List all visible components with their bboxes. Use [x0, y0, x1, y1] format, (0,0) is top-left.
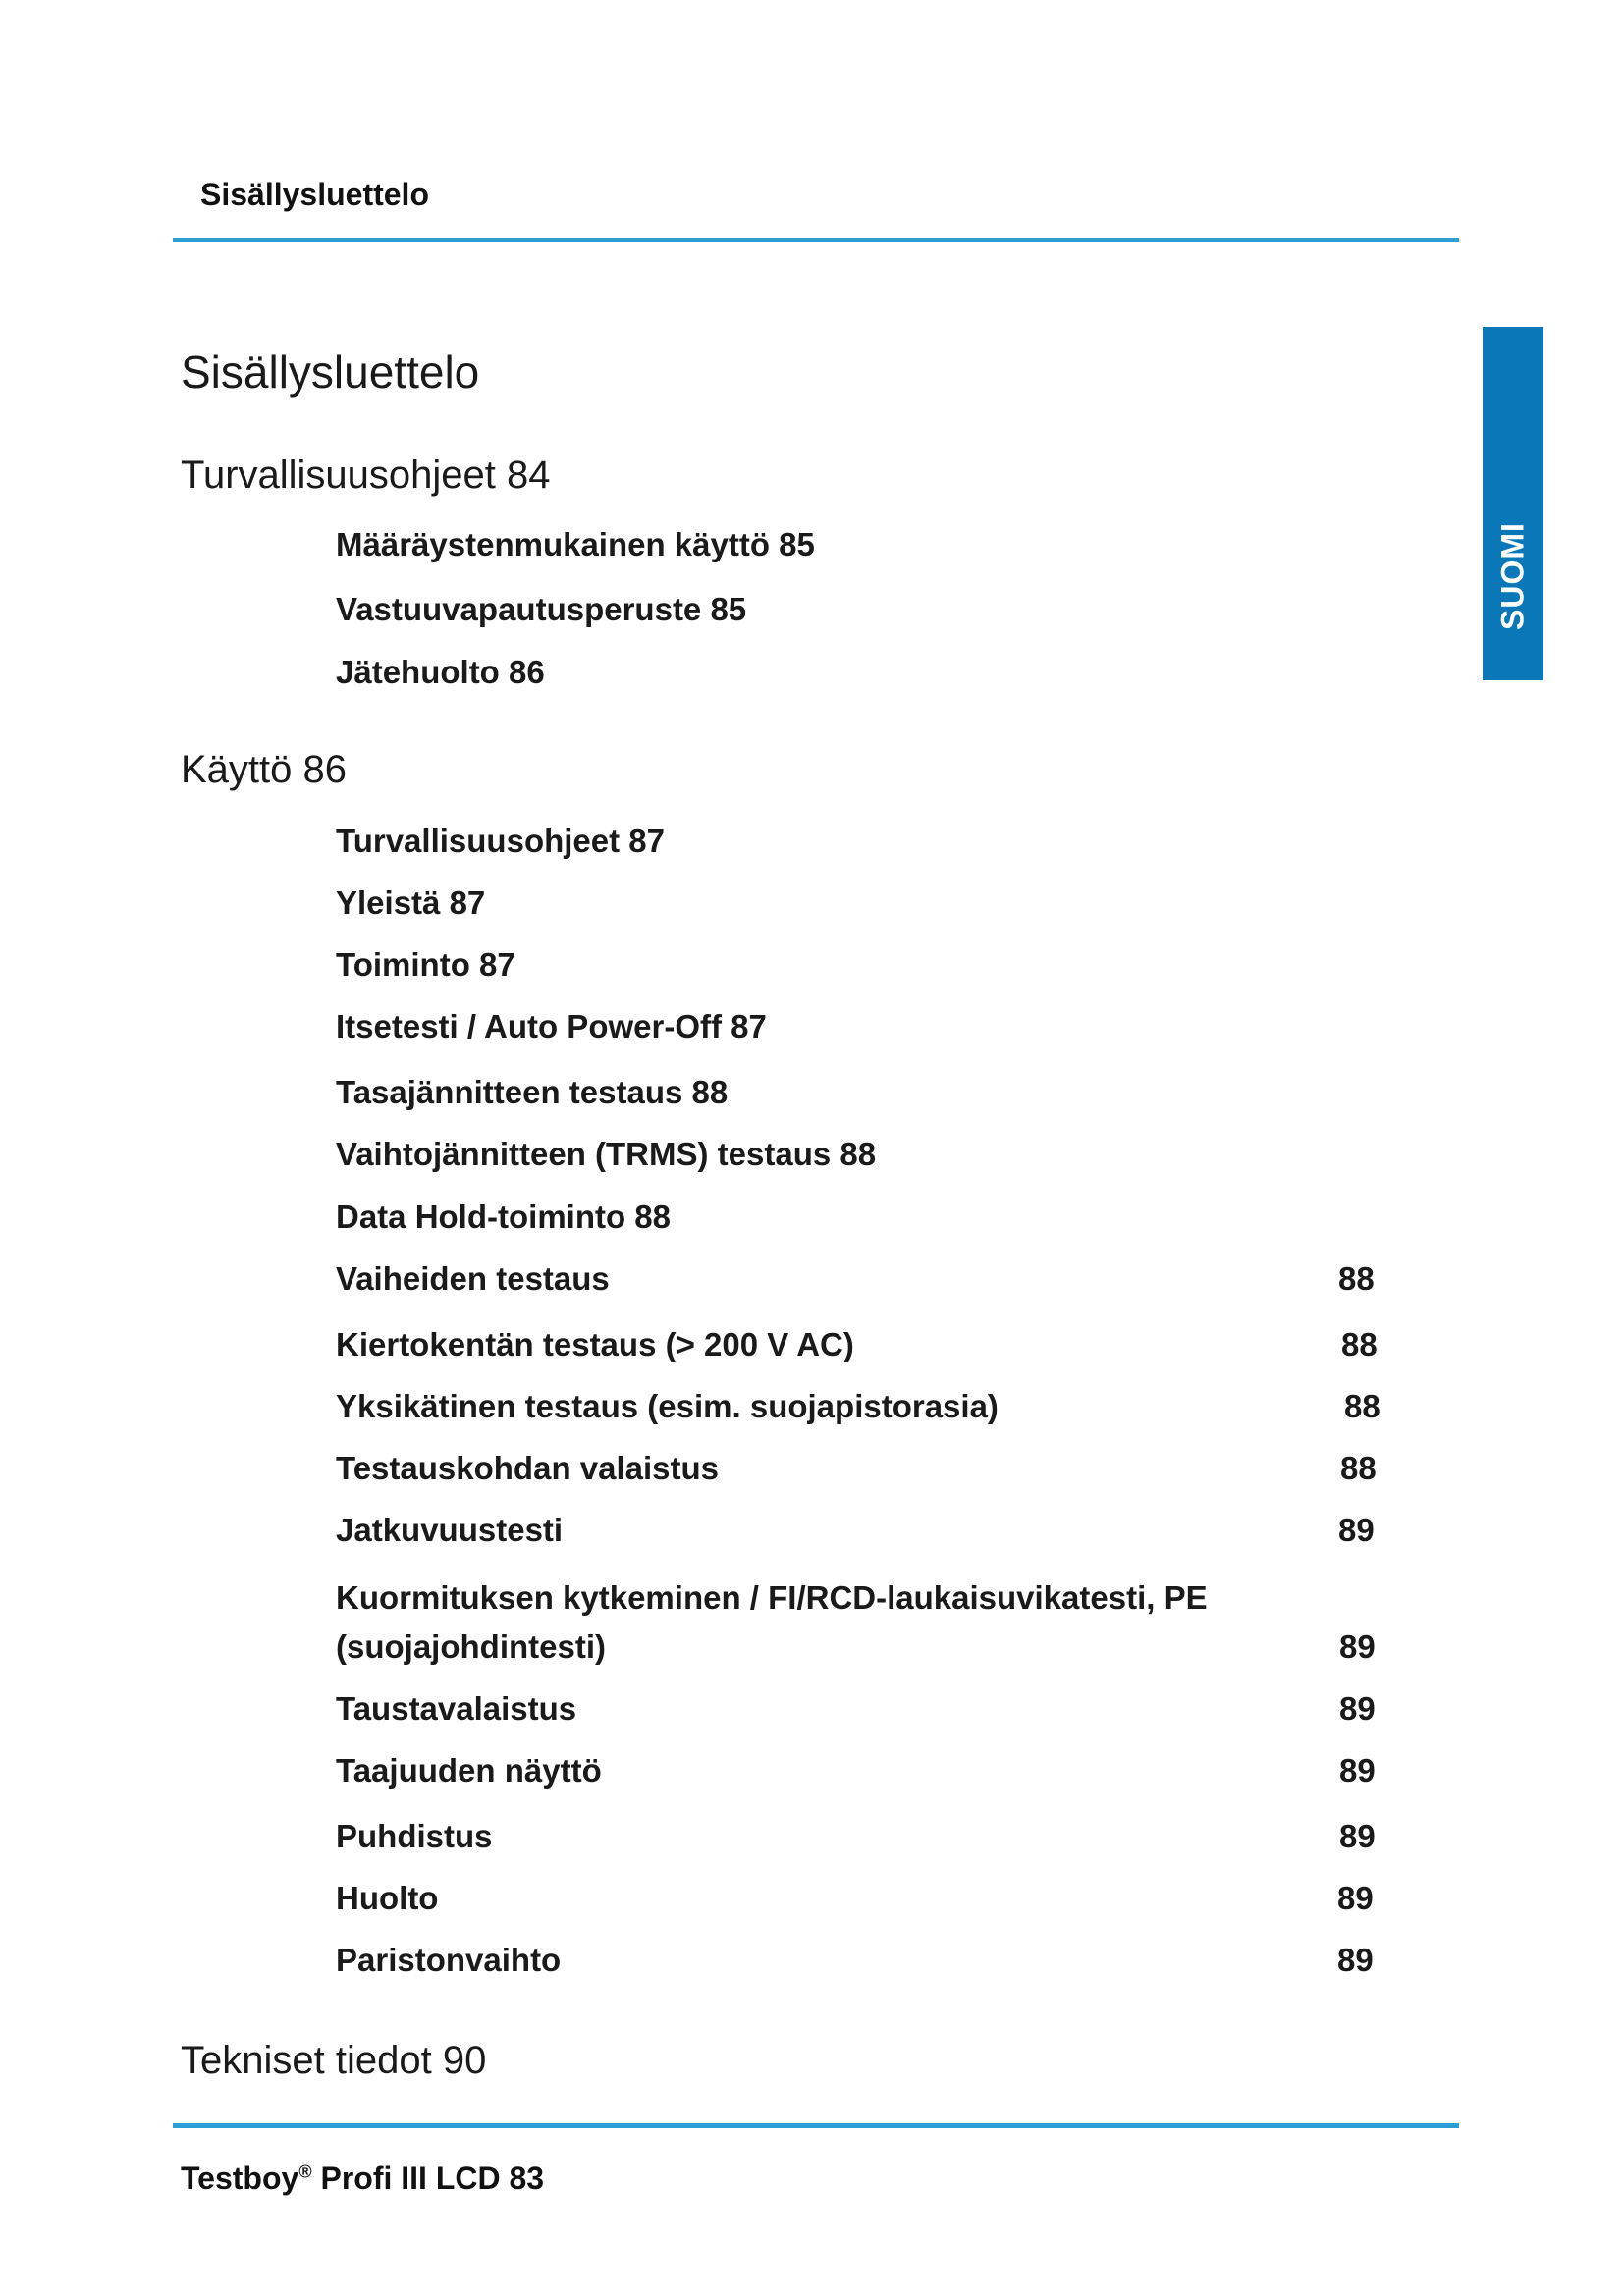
running-header: Sisällysluettelo [200, 177, 429, 212]
toc-entry: Kiertokentän testaus (> 200 V AC) [336, 1326, 854, 1362]
toc-entry: Vaihtojännitteen (TRMS) testaus 88 [336, 1136, 877, 1172]
toc-entry: Taajuuden näyttö [336, 1752, 602, 1789]
toc-entry: Toiminto 87 [336, 946, 515, 983]
toc-page-number: 88 [1344, 1388, 1380, 1424]
registered-mark: ® [298, 2162, 312, 2182]
toc-page-number: 89 [1339, 1818, 1376, 1854]
toc-entry-continuation: (suojajohdintesti) [336, 1629, 606, 1665]
footer-rule [173, 2123, 1459, 2128]
toc-page-number: 89 [1337, 1942, 1374, 1978]
toc-entry: Turvallisuusohjeet 87 [336, 823, 665, 859]
toc-entry: Yleistä 87 [336, 884, 486, 921]
toc-entry: Itsetesti / Auto Power-Off 87 [336, 1008, 767, 1044]
toc-entry: Paristonvaihto [336, 1942, 562, 1978]
toc-entry: Vastuuvapautusperuste 85 [336, 591, 747, 627]
toc-page-number: 89 [1339, 1690, 1376, 1727]
language-tab-label: SUOMI [1494, 522, 1531, 630]
toc-entry: Jatkuvuustesti [336, 1512, 564, 1548]
toc-section-kaytto: Käyttö 86 [181, 748, 348, 791]
toc-page-number: 88 [1340, 1450, 1377, 1486]
toc-page-number: 88 [1341, 1326, 1378, 1362]
toc-page-number: 89 [1337, 1880, 1374, 1916]
page-footer [181, 2161, 544, 2197]
toc-entry: Data Hold-toiminto 88 [336, 1199, 672, 1235]
toc-entry: Kuormituksen kytkeminen / FI/RCD-laukaisuvikatesti, PE [336, 1579, 1208, 1616]
toc-section-turvallisuusohjeet: Turvallisuusohjeet 84 [181, 454, 551, 497]
toc-entry: Tasajännitteen testaus 88 [336, 1074, 729, 1110]
header-rule [173, 238, 1459, 242]
toc-page-number: 89 [1338, 1512, 1375, 1548]
toc-section-tekniset-tiedot: Tekniset tiedot 90 [181, 2039, 487, 2082]
footer-model-page: Profi III LCD 83 [311, 2161, 545, 2196]
toc-entry: Huolto [336, 1880, 439, 1916]
toc-entry: Taustavalaistus [336, 1690, 577, 1727]
toc-page-number: 89 [1339, 1752, 1376, 1789]
toc-entry: Puhdistus [336, 1818, 493, 1854]
toc-page-number: 88 [1338, 1260, 1375, 1297]
footer-brand: Testboy [181, 2161, 299, 2196]
toc-entry: Vaiheiden testaus [336, 1260, 610, 1297]
toc-page-number: 89 [1339, 1629, 1376, 1665]
toc-entry: Määräystenmukainen käyttö 85 [336, 526, 815, 562]
toc-entry: Testauskohdan valaistus [336, 1450, 720, 1486]
toc-title: Sisällysluettelo [181, 347, 480, 398]
toc-entry: Jätehuolto 86 [336, 654, 545, 690]
toc-entry: Yksikätinen testaus (esim. suojapistorasia) [336, 1388, 999, 1424]
language-tab [1483, 327, 1543, 680]
